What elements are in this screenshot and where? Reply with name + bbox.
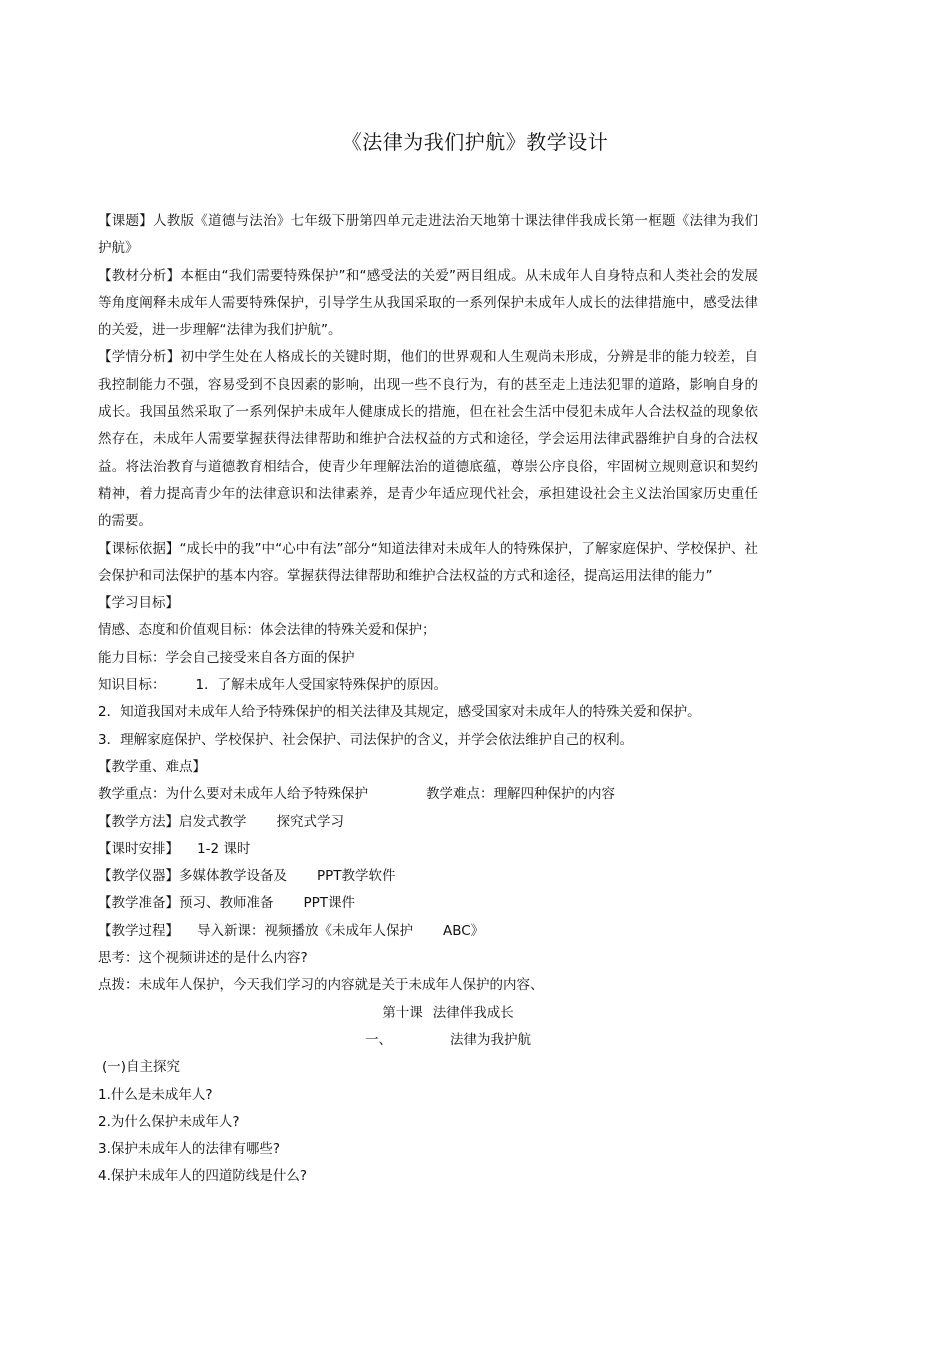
teaching-instruments-value: PPT教学软件: [317, 868, 396, 885]
lesson-title: [98, 1000, 758, 1027]
thinking-prompt: 思考：这个视频讲述的是什么内容?: [98, 950, 308, 967]
guidance-note: 点拨：未成年人保护，今天我们学习的内容就是关于未成年人保护的内容、: [98, 977, 544, 994]
goal-knowledge-item-1: 1．了解未成年人受国家特殊保护的原因。: [195, 677, 448, 694]
question-3: 3.保护未成年人的法律有哪些?: [98, 1141, 281, 1158]
goal-ability: 能力目标：学会自己接受来自各方面的保护: [98, 649, 355, 666]
section-number: 一、: [365, 1031, 392, 1048]
goal-knowledge-item-3: 3．理解家庭保护、学校保护、社会保护、司法保护的含义，并学会依法维护自己的权利。: [98, 731, 634, 748]
teaching-method-2: 探究式学习: [276, 813, 344, 830]
teaching-method: [98, 809, 758, 836]
class-hours: [98, 836, 758, 863]
teaching-process: [98, 918, 758, 945]
goal-knowledge-item-2: 2．知道我国对未成年人给予特殊保护的相关法律及其规定，感受国家对未成年人的特殊关爱和保护。: [98, 704, 701, 721]
paragraph-kebiao: 【课标依据】“成长中的我”中“心中有法”部分“知道法律对未成年人的特殊保护，了解家庭保护、学校保护、社会保护和司法保护的基本内容。掌握获得法律帮助和维护合法权益的方式和途径，提高运用法律的能力”: [98, 540, 758, 584]
paragraph-xueqing: 【学情分析】初中学生处在人格成长的关键时期，他们的世界观和人生观尚未形成，分辨是非的能力较差，自我控制能力不强，容易受到不良因素的影响，出现一些不良行为，有的甚至走上违法犯罪的道路，影响自身的成长。我国虽然采取了一系列保护未成年人健康成长的措施，但在社会生活中侵犯未成年人合法权益的现象依然存在，未成年人需要掌握获得法律帮助和维护合法权益的方式和途径，学会运用法律武器维护自身的合法权益。将法治教育与道德教育相结合，使青少年理解法治的道德底蕴，尊崇公序良俗，牢固树立规则意识和契约精神，着力提高青少年的法律意识和法律素养，是青少年适应现代社会，承担建设社会主义法治国家历史重任的需要。: [98, 349, 758, 530]
section-title: [98, 1027, 758, 1054]
teaching-process-label: 【教学过程】: [98, 922, 179, 939]
goal-knowledge-label: 知识目标：: [98, 677, 166, 694]
difficult-point: 教学难点：理解四种保护的内容: [426, 786, 615, 803]
lesson-name: 法律伴我成长: [432, 1004, 514, 1021]
heading-learning-goals: 【学习目标】: [98, 595, 179, 612]
teaching-process-abc: ABC》: [443, 922, 485, 939]
class-hours-value: 1-2 课时: [197, 840, 251, 857]
question-4: 4.保护未成年人的四道防线是什么?: [98, 1168, 308, 1185]
teaching-method-label: 【教学方法】启发式教学: [98, 813, 247, 830]
teaching-instruments-label: 【教学仪器】多媒体教学设备及: [98, 868, 287, 885]
lesson-number: 第十课: [382, 1004, 423, 1021]
class-hours-label: 【课时安排】: [98, 840, 179, 857]
teaching-preparation-label: 【教学准备】预习、教师准备: [98, 895, 274, 912]
goal-knowledge: [98, 672, 758, 699]
heading-key-difficult: 【教学重、难点】: [98, 758, 206, 775]
paragraph-jiaocai: 【教材分析】本框由“我们需要特殊保护”和“感受法的关爱”两目组成。从未成年人自身特点和人类社会的发展等角度阐释未成年人需要特殊保护，引导学生从我国采取的一系列保护未成年人成长的法律措施中，感受法律的关爱，进一步理解“法律为我们护航”。: [98, 267, 758, 339]
teaching-preparation-value: PPT课件: [303, 895, 356, 912]
sub-heading-self-explore: (一)自主探究: [102, 1059, 181, 1076]
section-name: 法律为我护航: [450, 1031, 531, 1048]
question-2: 2.为什么保护未成年人?: [98, 1113, 240, 1130]
question-1: 1.什么是未成年人?: [98, 1086, 213, 1103]
key-point: 教学重点：为什么要对未成年人给予特殊保护: [98, 786, 368, 803]
teaching-process-intro: 导入新课：视频播放《未成年人保护: [197, 922, 413, 939]
document-body: [98, 208, 758, 1191]
document-title: 《法律为我们护航》教学设计: [341, 130, 609, 154]
key-difficult-points: [98, 781, 758, 808]
teaching-preparation: [98, 890, 758, 917]
goal-emotion: 情感、态度和价值观目标：体会法律的特殊关爱和保护；: [98, 622, 436, 639]
teaching-instruments: [98, 863, 758, 890]
paragraph-keti: 【课题】人教版《道德与法治》七年级下册第四单元走进法治天地第十课法律伴我成长第一框题《法律为我们护航》: [98, 213, 758, 257]
